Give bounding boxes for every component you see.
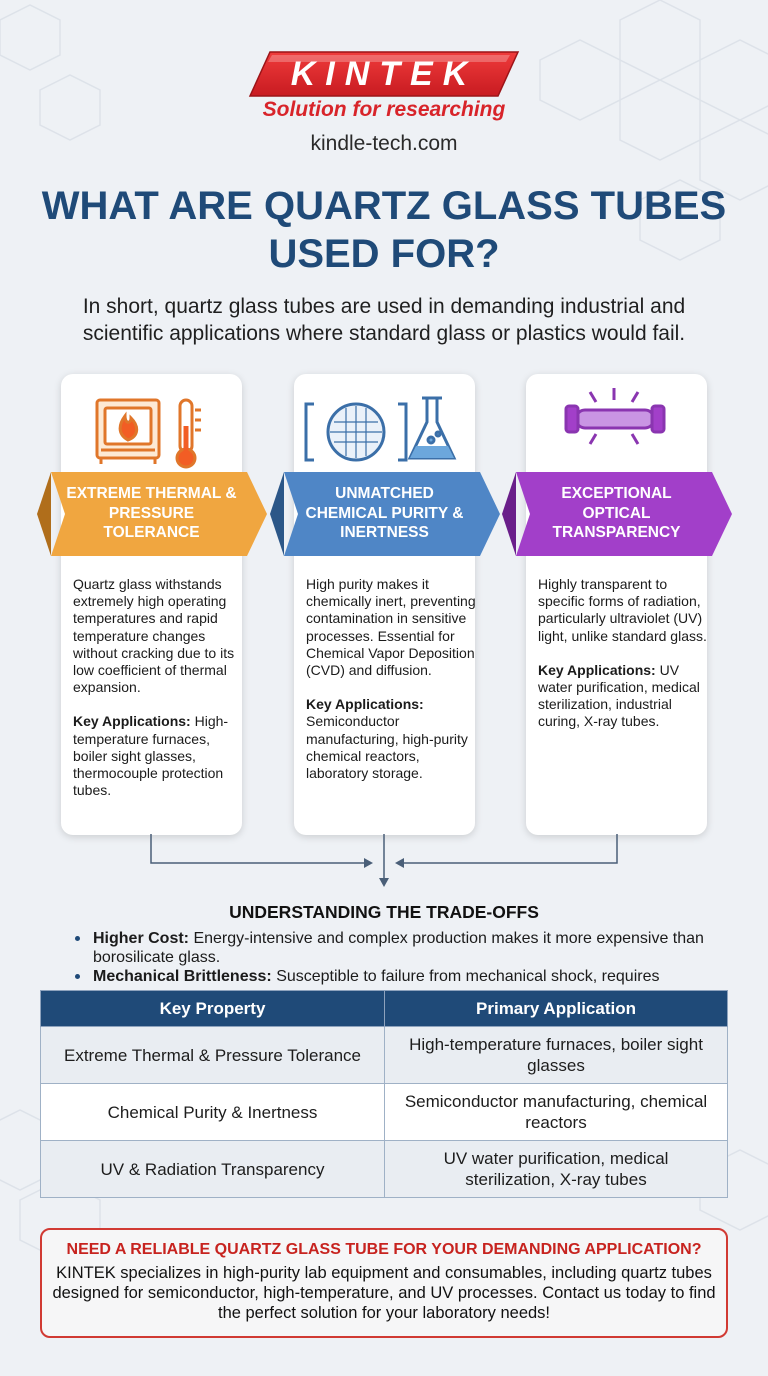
card-optical-apps-label: Key Applications: xyxy=(538,661,656,678)
furnace-icon xyxy=(97,400,159,464)
table-header: Key Property xyxy=(41,991,385,1027)
tradeoff-label: Higher Cost: xyxy=(93,930,189,947)
intro-text: In short, quartz glass tubes are used in demanding industrial and scientific applications where standard glass or plastics would fail. xyxy=(82,295,686,345)
website-link[interactable]: kindle-tech.com xyxy=(310,132,458,155)
list-item xyxy=(72,967,732,986)
table-cell: Extreme Thermal & Pressure Tolerance xyxy=(41,1027,385,1084)
kintek-logo xyxy=(248,48,520,100)
flask-icon xyxy=(410,398,454,458)
table-cell: Semiconductor manufacturing, chemical reactors xyxy=(385,1084,728,1141)
tradeoffs-list xyxy=(72,929,732,986)
svg-text:KINTEK: KINTEK xyxy=(290,55,478,93)
page-title: WHAT ARE QUARTZ GLASS TUBES USED FOR? xyxy=(41,184,727,276)
table-cell: Chemical Purity & Inertness xyxy=(41,1084,385,1141)
card-optical-icons xyxy=(526,382,707,478)
table-row xyxy=(41,1141,728,1198)
card-chemical-icons xyxy=(294,382,475,478)
table-cell: UV water purification, medical sterilization, X-ray tubes xyxy=(385,1141,728,1198)
card-optical-body xyxy=(538,576,710,748)
tagline: Solution for researching xyxy=(262,98,506,121)
card-thermal-apps-label: Key Applications: xyxy=(73,713,191,730)
banner-thermal: EXTREME THERMAL & PRESSURE TOLERANCE xyxy=(66,485,237,541)
table-cell: UV & Radiation Transparency xyxy=(41,1141,385,1198)
table-header-row xyxy=(41,991,728,1027)
card-optical-description: Highly transparent to specific forms of radiation, particularly ultraviolet (UV) light, unlike standard glass. xyxy=(538,576,707,644)
tradeoff-text: Energy-intensive and complex production makes it more expensive than borosilicate glass. xyxy=(93,930,704,966)
table-cell: High-temperature furnaces, boiler sight glasses xyxy=(385,1027,728,1084)
card-chemical-apps-label: Key Applications: xyxy=(306,696,424,713)
tradeoffs-title: UNDERSTANDING THE TRADE-OFFS xyxy=(229,902,539,922)
card-chemical-description: High purity makes it chemically inert, preventing contamination in sensitive processes. Essential for Chemical Vapor Deposition (CVD) and diffusion. xyxy=(306,576,476,679)
banner-chemical: UNMATCHED CHEMICAL PURITY & INERTNESS xyxy=(305,485,464,541)
card-optical-apps: UV water purification, medical sterilization, industrial curing, X-ray tubes. xyxy=(538,661,700,730)
thermometer-icon xyxy=(177,400,201,467)
card-thermal-icons xyxy=(61,382,242,478)
tradeoff-label: Mechanical Brittleness: xyxy=(93,968,272,985)
tradeoff-text: Susceptible to failure from mechanical shock, requires xyxy=(276,968,660,985)
card-thermal-description: Quartz glass withstands extremely high operating temperatures and rapid temperature changes without cracking due to its low coefficient of thermal expansion. xyxy=(73,576,235,696)
card-chemical-body xyxy=(306,576,478,799)
table-row xyxy=(41,1084,728,1141)
cta-heading: NEED A RELIABLE QUARTZ GLASS TUBE FOR YOUR DEMANDING APPLICATION? xyxy=(66,1241,702,1258)
cta-body: KINTEK specializes in high-purity lab equipment and consumables, including quartz tubes designed for semiconductor, high-temperature, and UV processes. Contact us today to find the perfect solution for your laboratory needs! xyxy=(52,1264,716,1322)
banner-optical: EXCEPTIONAL OPTICAL TRANSPARENCY xyxy=(552,485,681,541)
card-thermal-apps: High-temperature furnaces, boiler sight glasses, thermocouple protection tubes. xyxy=(73,713,229,799)
table-header: Primary Application xyxy=(385,991,728,1027)
property-table xyxy=(40,990,728,1198)
list-item xyxy=(72,929,732,967)
connector-arrows xyxy=(0,830,768,890)
cta-box[interactable] xyxy=(40,1228,728,1338)
card-thermal-body xyxy=(73,576,245,816)
table-row xyxy=(41,1027,728,1084)
card-chemical-apps: Semiconductor manufacturing, high-purity chemical reactors, laboratory storage. xyxy=(306,713,468,782)
uv-tube-icon xyxy=(566,388,664,444)
wafer-icon xyxy=(306,404,406,460)
